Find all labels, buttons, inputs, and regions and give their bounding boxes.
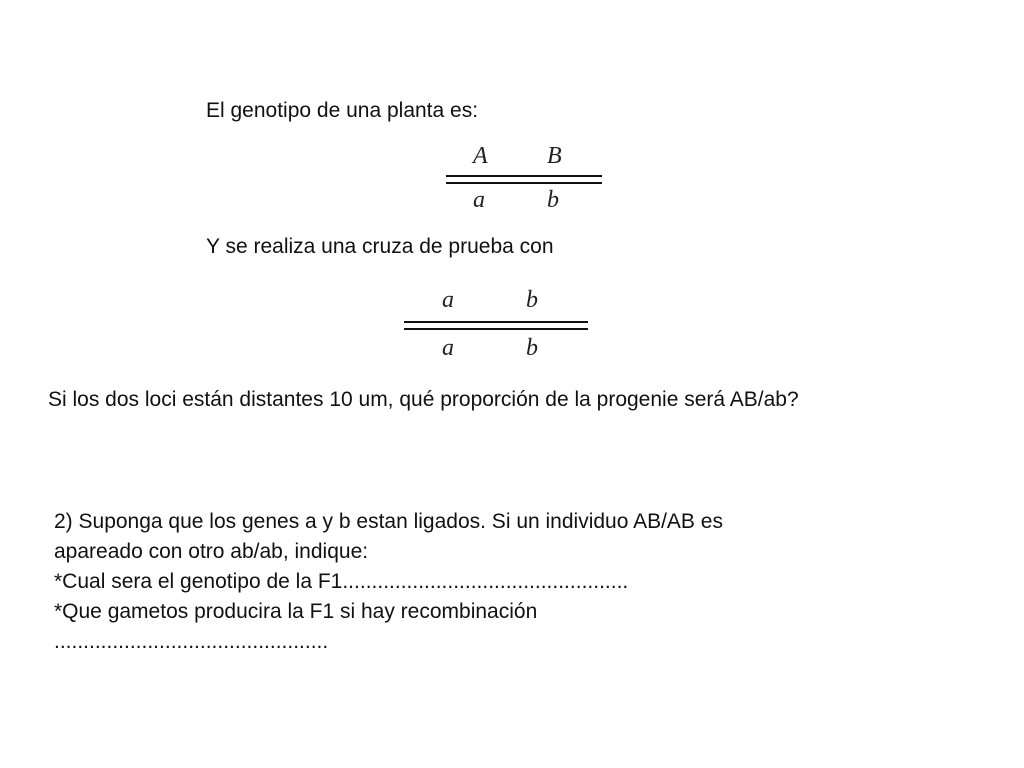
tester-genotype-diagram: [400, 284, 600, 364]
allele-top-left: a: [442, 287, 454, 313]
chromosome-line-upper: [404, 321, 588, 323]
allele-bottom-right: b: [526, 335, 538, 361]
chromosome-line-lower: [446, 182, 602, 184]
chromosome-line-lower: [404, 328, 588, 330]
cross-text: Y se realiza una cruza de prueba con: [206, 235, 554, 258]
allele-top-right: b: [526, 287, 538, 313]
chromosome-line-upper: [446, 175, 602, 177]
allele-bottom-left: a: [442, 335, 454, 361]
allele-bottom-left: a: [473, 187, 485, 213]
question-1-text: Si los dos loci están distantes 10 um, qué proporción de la progenie será AB/ab?: [48, 388, 799, 411]
plant-genotype-diagram: [440, 140, 610, 212]
question-2-block: [54, 507, 974, 657]
intro-text: El genotipo de una planta es:: [206, 99, 479, 122]
question-2-line: 2) Suponga que los genes a y b estan ligados. Si un individuo AB/AB es: [54, 510, 723, 533]
allele-bottom-right: b: [547, 187, 559, 213]
question-2-line: *Cual sera el genotipo de la F1.................................................: [54, 570, 629, 593]
allele-top-right: B: [547, 143, 562, 169]
question-2-line: apareado con otro ab/ab, indique:: [54, 540, 369, 563]
question-2-line: ...............................................: [54, 630, 329, 653]
allele-top-left: A: [473, 143, 488, 169]
question-2-line: *Que gametos producira la F1 si hay recombinación: [54, 600, 538, 623]
